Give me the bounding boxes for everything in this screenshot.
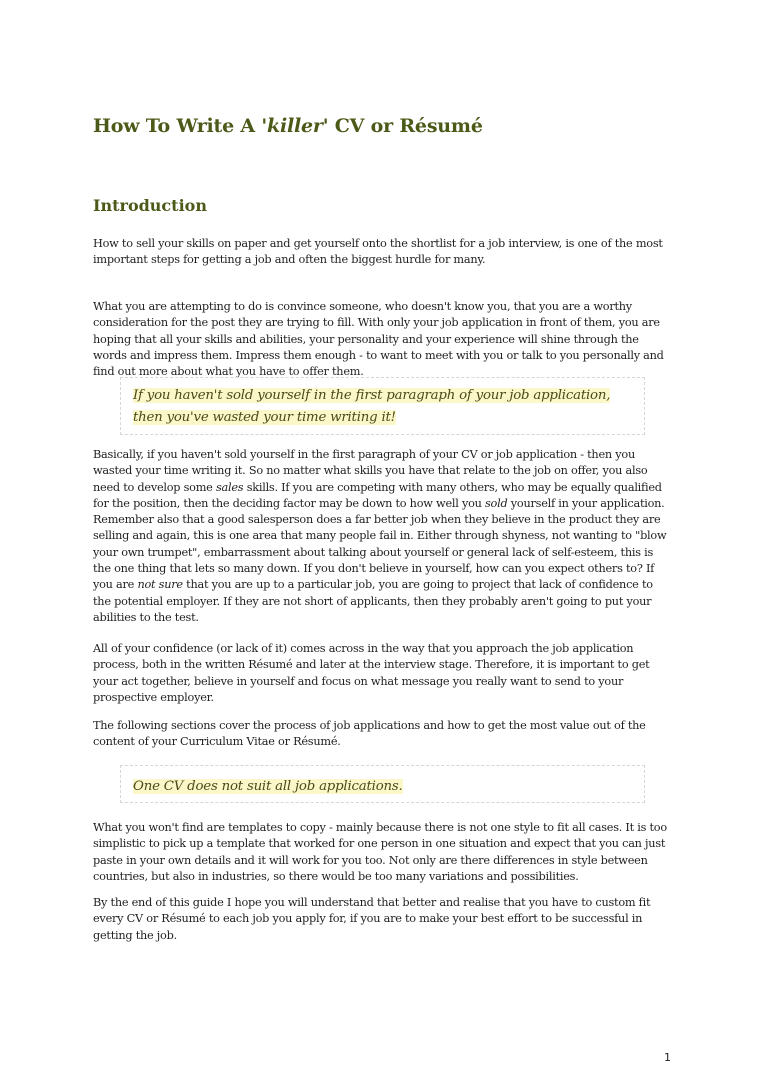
- paragraph-3-part: Basically, if you haven't sold yourself in the first paragraph of your CV or job application - then you wasted your time writing it. So no matter what skills you have that relate to the job on offer, you also need to develop some: [93, 448, 648, 494]
- paragraph-3: [93, 447, 668, 626]
- document-title: [93, 115, 483, 137]
- paragraph-3-part: yourself in your application. Remember also that a good salesperson does a far better job when they believe in the product they are selling and again, this is one area that many people fail in. Either through shyness, not wanting to "blow your own trumpet", embarrassment about talking about yourself or general lack of self-esteem, this is the one thing that lets so many down. If you don't believe in yourself, how can you expect others to? If you are: [93, 496, 667, 592]
- paragraph-3-emphasis: sales: [215, 480, 244, 494]
- paragraph-2: What you are attempting to do is convince someone, who doesn't know you, that you are a worthy consideration for the post they are trying to fill. With only your job application in front of them, you are hoping that all your skills and abilities, your personality and your experience will shine through the words and impress them. Impress them enough - to want to meet with you or talk to you personally and find out more about what you have to offer them.: [93, 300, 664, 379]
- paragraph-3-emphasis: not sure: [137, 578, 183, 592]
- paragraph-4: All of your confidence (or lack of it) comes across in the way that you approach the job application process, both in the written Résumé and later at the interview stage. Therefore, it is important to get your act together, believe in yourself and focus on what message you really want to send to your prospective employer.: [93, 642, 650, 704]
- paragraph-3-part: skills. If you are competing with many others, who may be equally qualified for the position, then the deciding factor may be down to how well you: [93, 480, 662, 510]
- paragraph-7: By the end of this guide I hope you will understand that better and realise that you have to custom fit every CV or Résumé to each job you apply for, if you are to make your best effort to be successful in getting the job.: [93, 896, 651, 942]
- page-number: 1: [664, 1051, 671, 1064]
- paragraph-6: What you won't find are templates to copy - mainly because there is not one style to fit all cases. It is too simplistic to pick up a template that worked for one person in one situation and expect that you can just paste in your own details and it will work for you too. Not only are there differences in style between countries, but also in industries, so there would be too many variations and possibilities.: [93, 821, 667, 883]
- paragraph-5: The following sections cover the process of job applications and how to get the most value out of the content of your Curriculum Vitae or Résumé.: [93, 719, 646, 749]
- pull-quote-1-text: If you haven't sold yourself in the first paragraph of your job application, then you've wasted your time writing it!: [133, 388, 611, 425]
- pull-quote-1: [120, 377, 645, 435]
- paragraph-1: How to sell your skills on paper and get yourself onto the shortlist for a job interview, is one of the most important steps for getting a job and often the biggest hurdle for many.: [93, 237, 663, 267]
- paragraph-3-emphasis: sold: [485, 496, 508, 510]
- pull-quote-2: [120, 765, 645, 803]
- title-text-start: How To Write A: [93, 115, 262, 137]
- title-text-end: CV or Résumé: [328, 115, 483, 137]
- pull-quote-2-text: One CV does not suit all job applications.: [133, 779, 403, 794]
- paragraph-3-part: that you are up to a particular job, you are going to project that lack of confidence to the potential employer. If they are not short of applicants, then they probably aren't going to put your abilities to the test.: [93, 578, 653, 624]
- title-text-italic: 'killer': [261, 115, 329, 137]
- section-heading: Introduction: [93, 196, 207, 215]
